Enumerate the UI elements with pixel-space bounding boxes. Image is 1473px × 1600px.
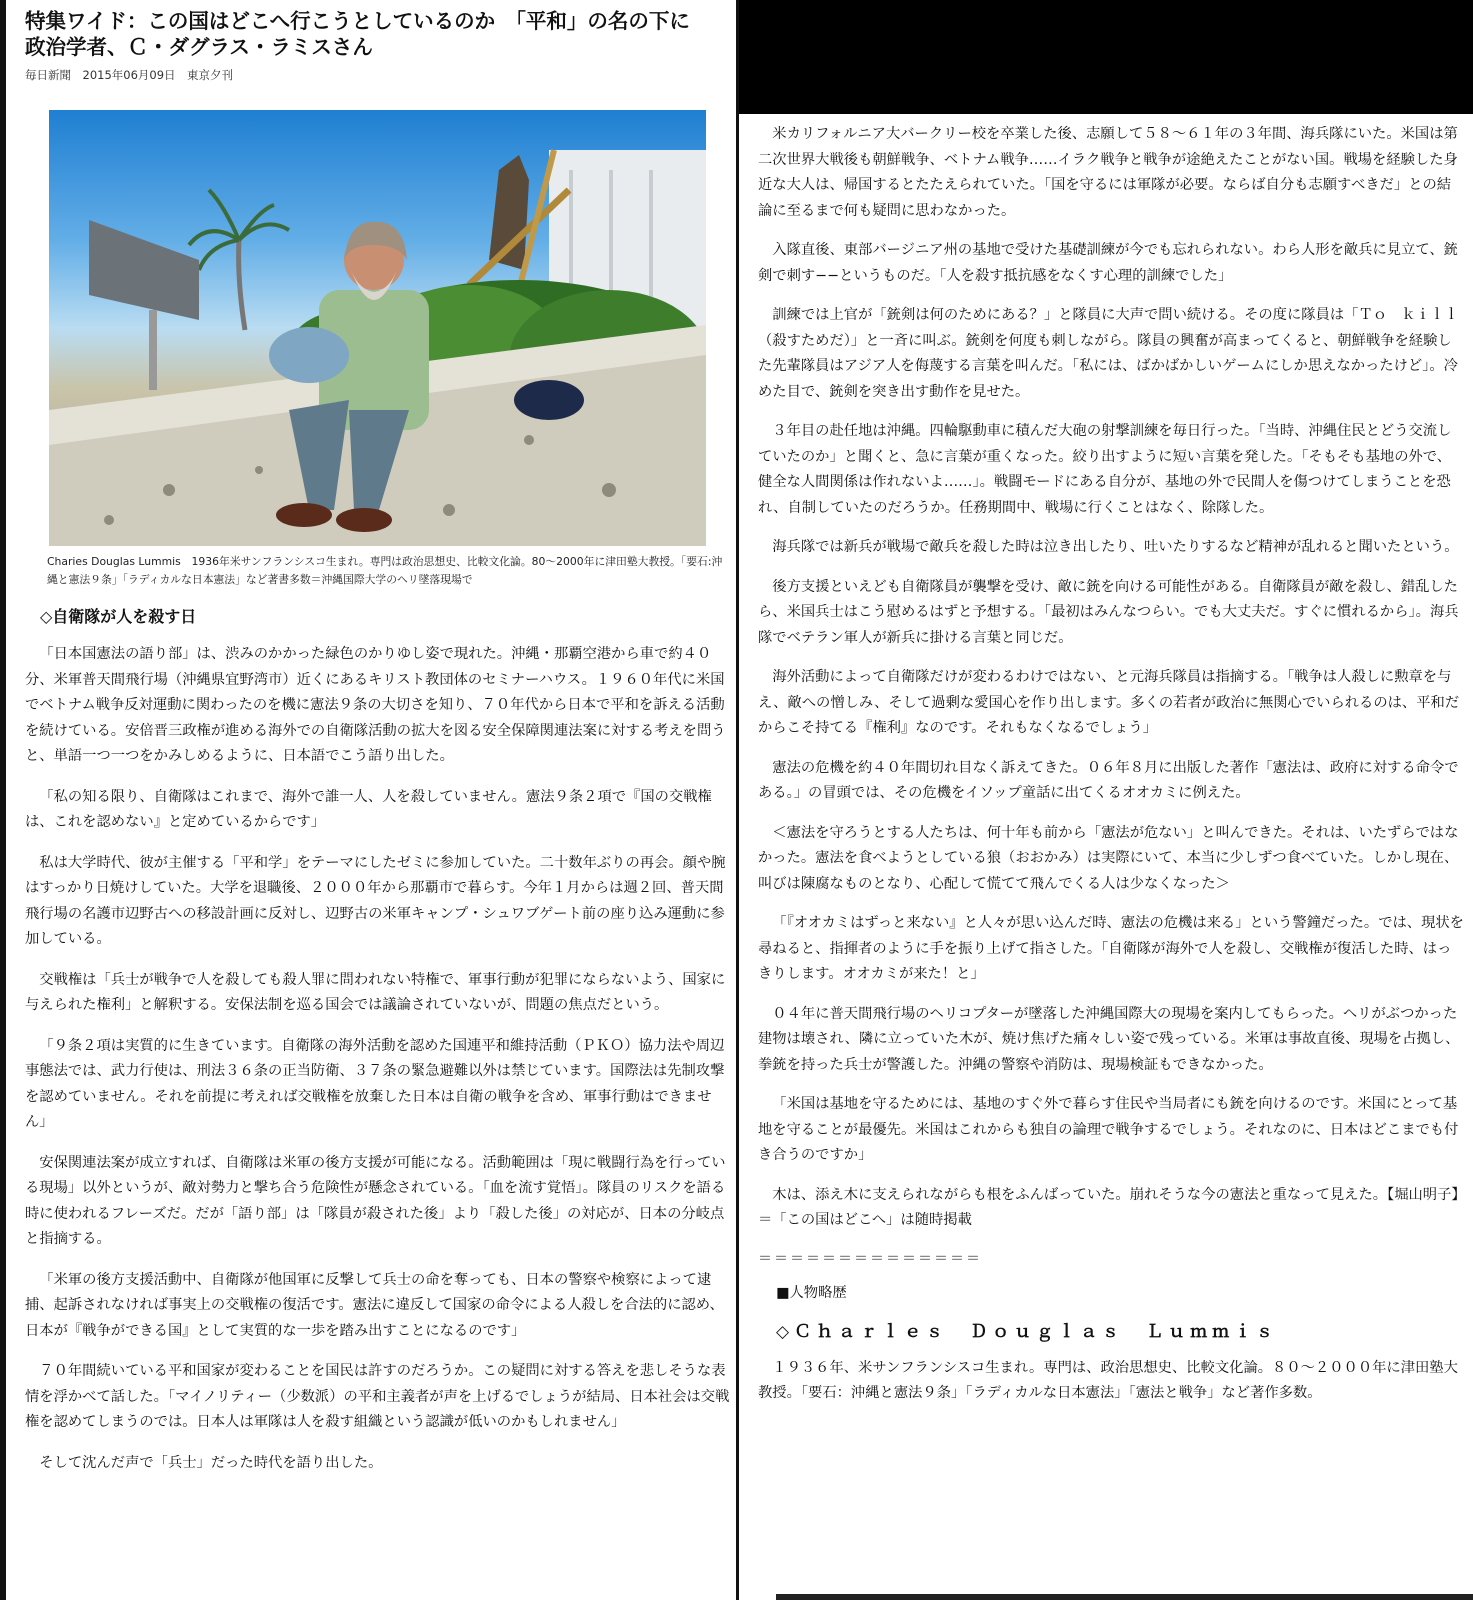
right-paragraph: 「米国は基地を守るためには、基地のすぐ外で暮らす住民や当局者にも銃を向けるのです。米国にとって基地を守ることが最優先。米国はこれからも独自の論理で戦争するでしょう。それなのに、日本はどこまでも付き合うのですか」 — [758, 1096, 1459, 1163]
right-paragraph: ０４年に普天間飛行場のヘリコプターが墜落した沖縄国際大の現場を案内してもらった。ヘリがぶつかった建物は壊され、隣に立っていた木が、焼け焦げた痛々しい姿で残っている。米軍は事故直後、現場を占拠し、拳銃を持った兵士が警護した。沖縄の警察や消防は、現場検証もできなかった。 — [758, 1005, 1460, 1073]
left-paragraph: そして沈んだ声で「兵士」だった時代を語り出した。 — [39, 1454, 383, 1471]
left-paragraph: 「９条２項は実質的に生きています。自衛隊の海外活動を認めた国連平和維持活動（ＰＫＯ）協力法や周辺事態法では、武力行使は、刑法３６条の正当防衛、３７条の緊急避難以外は禁じています。国際法は先制攻撃を認めていません。それを前提に考えれば交戦権を放棄した日本は自衛の戦争を含め、軍事行動はできません」 — [25, 1037, 725, 1130]
right-paragraph: 米カリフォルニア大バークリー校を卒業した後、志願して５８～６１年の３年間、海兵隊にいた。米国は第二次世界大戦後も朝鮮戦争、ベトナム戦争……イラク戦争と戦争が途絶えたことがない国。戦場を経験した身近な大人は、帰国するとたたえられていた。「国を守るには軍隊が必要。ならば自分も志願すべきだ」との結論に至るまで何も疑問に思わなかった。 — [758, 126, 1458, 219]
right-paragraph: ＜憲法を守ろうとする人たちは、何十年も前から「憲法が危ない」と叫んできた。それは、いたずらではなかった。憲法を食べようとしている狼（おおかみ）は実際にいて、本当に少しずつ食べていた。しかし現在、叫びは陳腐なものとなり、心配して慌てて飛んでくる人は少なくなった＞ — [758, 824, 1459, 892]
right-paragraph: 後方支援といえども自衛隊員が襲撃を受け、敵に銃を向ける可能性がある。自衛隊員が敵を殺し、錯乱したら、米国兵士はこう慰めるはずと予想する。「最初はみんなつらい。でも大丈夫だ。すぐに慣れるから」。海兵隊でベテラン軍人が新兵に掛ける言葉と同じだ。 — [758, 578, 1459, 646]
article-source: 毎日新聞 2015年06月09日 東京夕刊 — [25, 68, 234, 82]
section-subheading: ◇自衛隊が人を殺す日 — [40, 607, 197, 626]
right-paragraph: 海兵隊では新兵が戦場で敵兵を殺した時は泣き出したり、吐いたりするなど精神が乱れると聞いたという。 — [772, 539, 1459, 555]
photo-caption: Charies Douglas Lummis 1936年米サンフランシスコ生まれ。専門は政治思想史、比較文化論。80～2000年に津田塾大教授。「要石:沖縄と憲法９条」「ラディカルな日本憲法」など著書多数＝沖縄国際大学のヘリ墜落現場で — [47, 555, 723, 586]
right-paragraph: 憲法の危機を約４０年間切れ目なく訴えてきた。０６年８月に出版した著作「憲法は、政府に対する命令である。」の冒頭では、その危機をイソップ童話に出てくるオオカミに例えた。 — [758, 759, 1459, 801]
right-paragraph: 海外活動によって自衛隊だけが変わるわけではない、と元海兵隊員は指摘する。「戦争は人殺しに勲章を与え、敵への憎しみ、そして過剰な愛国心を作り出します。多くの若者が政治に無関心でいられるのは、平和だからこそ持てる『権利』なのです。それもなくなるでしょう」 — [758, 669, 1460, 736]
profile-name: ◇Ｃｈａｒｌｅｓ Ｄｏｕｇｌａｓ Ｌｕｍｍｉｓ — [776, 1321, 1279, 1342]
right-column — [758, 122, 1464, 1421]
left-column — [25, 8, 730, 1476]
left-paragraph: 「米軍の後方支援活動中、自衛隊が他国軍に反撃して兵士の命を奪っても、日本の警察や検察によって逮捕、起訴されなければ事実上の交戦権の復活です。憲法に違反して国家の命令による人殺しを合法的に認め、日本が『戦争ができる国』として実質的な一歩を踏み出すことになるのです」 — [25, 1271, 724, 1339]
right-paragraph: 「『オオカミはずっと来ない』と人々が思い込んだ時、憲法の危機は来る」という警鐘だった。では、現状を尋ねると、指揮者のように手を振り上げて指さした。「自衛隊が海外で人を殺し、交戦権が復活した時、はっきりします。オオカミが来た！と」 — [758, 915, 1464, 982]
photo-illustration — [49, 110, 706, 546]
right-paragraph: 入隊直後、東部バージニア州の基地で受けた基礎訓練が今でも忘れられない。わら人形を敵兵に見立て、銃剣で刺す−−というものだ。「人を殺す抵抗感をなくす心理的訓練でした」 — [758, 242, 1458, 284]
bottom-border — [776, 1594, 1473, 1600]
left-paragraph: 交戦権は「兵士が戦争で人を殺しても殺人罪に問われない特権で、軍事行動が犯罪にならないよう、国家に与えられた権利」と解釈する。安保法制を巡る国会では議論されていないが、問題の焦点だという。 — [25, 971, 726, 1013]
profile-label: ■人物略歴 — [776, 1284, 847, 1301]
profile-text: １９３６年、米サンフランシスコ生まれ。専門は、政治思想史、比較文化論。８０～２０００年に津田塾大教授。「要石：沖縄と憲法９条」「ラディカルな日本憲法」「憲法と戦争」など著作多数。 — [758, 1359, 1458, 1401]
left-paragraph: 私は大学時代、彼が主催する「平和学」をテーマにしたゼミに参加していた。二十数年ぶりの再会。顔や腕はすっかり日焼けしていた。大学を退職後、２０００年から那覇市で暮らす。今年１月からは週２回、普天間飛行場の名護市辺野古への移設計画に反対し、辺野古の米軍キャンプ・シュワブゲート前の座り込み運動に参加している。 — [25, 854, 726, 947]
right-paragraph: 木は、添え木に支えられながらも根をふんばっていた。崩れそうな今の憲法と重なって見えた。【堀山明子】＝「この国はどこへ」は随時掲載 — [758, 1186, 1459, 1228]
article-photo — [49, 110, 706, 546]
article-title: 特集ワイド：この国はどこへ行こうとしているのか 「平和」の名の下に 政治学者、Ｃ・ダグラス・ラミスさん — [25, 9, 711, 59]
black-block — [739, 0, 1473, 114]
left-paragraph: 「私の知る限り、自衛隊はこれまで、海外で誰一人、人を殺していません。憲法９条２項で『国の交戦権は、これを認めない』と定めているからです」 — [25, 788, 712, 830]
left-paragraph: 「日本国憲法の語り部」は、渋みのかかった緑色のかりゆし姿で現れた。沖縄・那覇空港から車で約４０分、米軍普天間飛行場（沖縄県宜野湾市）近くにあるキリスト教団体のセミナーハウス。１９６０年代に米国でベトナム戦争反対運動に関わったのを機に憲法９条の大切さを知り、７０年代から日本で平和を訴える活動を続けている。安倍晋三政権が進める海外での自衛隊活動の拡大を図る安全保障関連法案に対する考えを問うと、単語一つ一つをかみしめるように、日本語でこう語り出した。 — [25, 646, 726, 764]
left-border — [0, 0, 6, 1600]
separator-line: ＝＝＝＝＝＝＝＝＝＝＝＝＝＝ — [758, 1250, 982, 1267]
left-paragraph: 安保関連法案が成立すれば、自衛隊は米軍の後方支援が可能になる。活動範囲は「現に戦闘行為を行っている現場」以外というが、敵対勢力と撃ち合う危険性が懸念されている。「血を流す覚悟」。隊員のリスクを語る時に使われるフレーズだ。だが「語り部」は「隊員が殺された後」より「殺した後」の対応が、日本の分岐点と指摘する。 — [25, 1154, 726, 1247]
left-paragraph: ７０年間続いている平和国家が変わることを国民は許すのだろうか。この疑問に対する答えを悲しそうな表情を浮かべて話した。「マイノリティー（少数派）の平和主義者が声を上げるでしょうが結局、日本社会は交戦権を認めてしまうのでは。日本人は軍隊は人を殺す組織という認識が低いのかもしれません」 — [25, 1363, 730, 1430]
right-paragraph: ３年目の赴任地は沖縄。四輪駆動車に積んだ大砲の射撃訓練を毎日行った。「当時、沖縄住民とどう交流していたのか」と聞くと、急に言葉が重くなった。絞り出すように短い言葉を発した。「そもそも基地の外で、健全な人間関係は作れないよ……」。戦闘モードにある自分が、基地の外で民間人を傷つけてしまうことを恐れ、自制していたのだろうか。任務期間中、戦場に行くことはなく、除隊した。 — [758, 423, 1452, 516]
column-divider — [736, 0, 739, 1600]
right-paragraph: 訓練では上官が「銃剣は何のためにある？」と隊員に大声で問い続ける。その度に隊員は「Ｔｏ ｋｉｌｌ（殺すためだ）」と一斉に叫ぶ。銃剣を何度も刺しながら。隊員の興奮が高まってくると、朝鮮戦争を経験した先輩隊員はアジア人を侮蔑する言葉を叫んだ。「私には、ばかばかしいゲームにしか思えなかったけど」。冷めた目で、銃剣を突き出す動作を見せた。 — [758, 307, 1459, 400]
